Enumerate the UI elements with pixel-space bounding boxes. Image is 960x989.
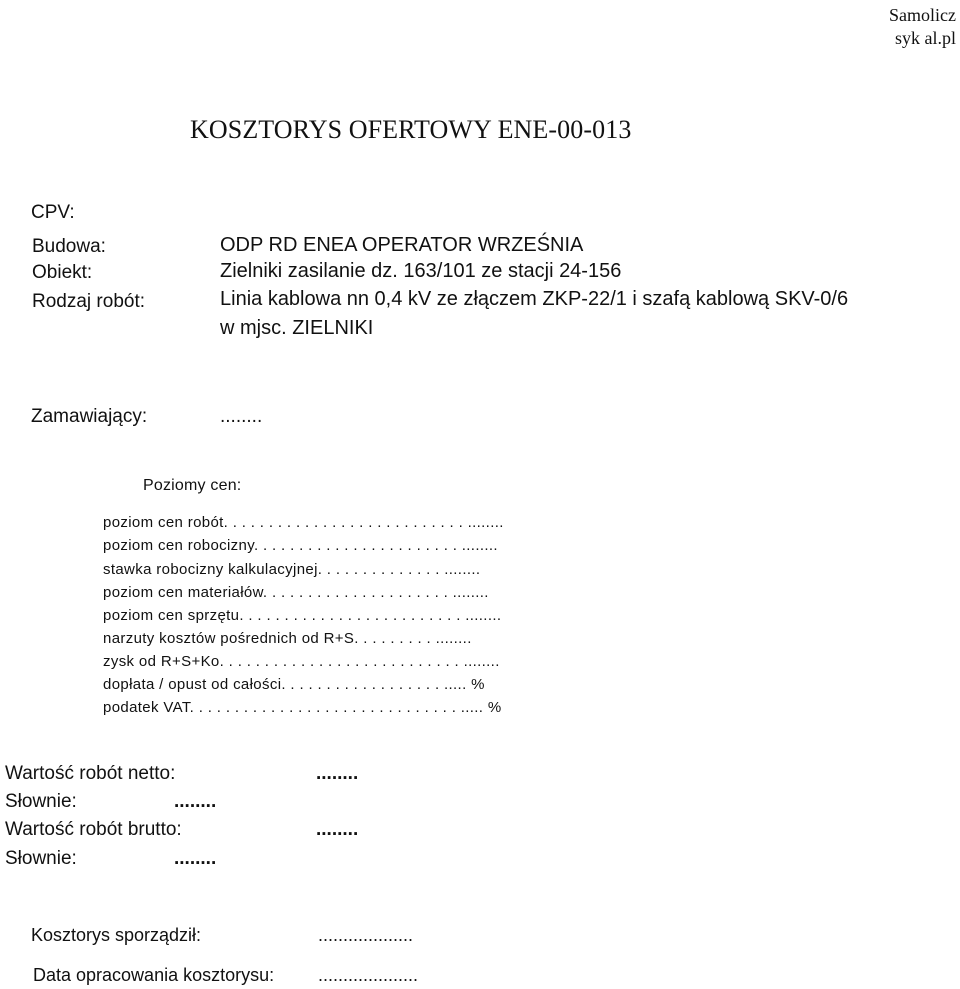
budowa-value: ODP RD ENEA OPERATOR WRZEŚNIA <box>220 234 584 256</box>
rate-row-stawka-robocizny: stawka robocizny kalkulacyjnej. . . . . . . . . . . . . . ........ <box>103 561 481 578</box>
rate-row-narzuty: narzuty kosztów pośrednich od R+S. . . . . . . . . ........ <box>103 630 472 647</box>
zamawiajacy-value: ........ <box>220 406 263 427</box>
wartosc-netto-label: Wartość robót netto: <box>5 763 176 784</box>
poziomy-cen-heading: Poziomy cen: <box>143 477 242 494</box>
budowa-label: Budowa: <box>32 236 106 257</box>
rate-row-zysk: zysk od R+S+Ko. . . . . . . . . . . . . . . . . . . . . . . . . . . ........ <box>103 653 500 670</box>
rate-row-poziom-cen-robocizny: poziom cen robocizny. . . . . . . . . . . . . . . . . . . . . . . ........ <box>103 537 498 554</box>
sporzadzil-label: Kosztorys sporządził: <box>31 925 202 945</box>
rodzaj-robot-value-line-2: w mjsc. ZIELNIKI <box>220 317 374 339</box>
rate-row-poziom-cen-materialow: poziom cen materiałów. . . . . . . . . . . . . . . . . . . . . ........ <box>103 584 489 601</box>
rate-row-doplata-opust: dopłata / opust od całości. . . . . . . . . . . . . . . . . . ..... % <box>103 676 485 693</box>
sporzadzil-value: ................... <box>318 925 414 945</box>
rodzaj-robot-value-line-1: Linia kablowa nn 0,4 kV ze złączem ZKP-22/1 i szafą kablową SKV-0/6 <box>220 288 849 310</box>
wartosc-netto-value: ........ <box>316 763 359 784</box>
zamawiajacy-label: Zamawiający: <box>31 406 148 427</box>
data-opracowania-label: Data opracowania kosztorysu: <box>33 965 275 985</box>
obiekt-value: Zielniki zasilanie dz. 163/101 ze stacji 24-156 <box>220 260 622 282</box>
slownie-netto-label: Słownie: <box>5 791 77 812</box>
header-text <box>889 4 956 49</box>
header-line-1: Samolicz <box>889 5 956 25</box>
data-opracowania-value: .................... <box>318 965 419 985</box>
slownie-brutto-value: ........ <box>174 848 217 869</box>
slownie-brutto-label: Słownie: <box>5 848 77 869</box>
wartosc-brutto-value: ........ <box>316 819 359 840</box>
rate-row-poziom-cen-robot: poziom cen robót. . . . . . . . . . . . . . . . . . . . . . . . . . . ........ <box>103 514 504 531</box>
obiekt-label: Obiekt: <box>32 262 93 283</box>
rate-row-poziom-cen-sprzetu: poziom cen sprzętu. . . . . . . . . . . . . . . . . . . . . . . . . ........ <box>103 607 502 624</box>
rodzaj-robot-label: Rodzaj robót: <box>32 291 146 312</box>
slownie-netto-value: ........ <box>174 791 217 812</box>
document-title: KOSZTORYS OFERTOWY ENE-00-013 <box>190 115 632 144</box>
rate-row-podatek-vat: podatek VAT. . . . . . . . . . . . . . . . . . . . . . . . . . . . . . ..... % <box>103 699 502 716</box>
cpv-label: CPV: <box>31 202 75 223</box>
wartosc-brutto-label: Wartość robót brutto: <box>5 819 182 840</box>
header-line-2: syk al.pl <box>895 27 956 48</box>
